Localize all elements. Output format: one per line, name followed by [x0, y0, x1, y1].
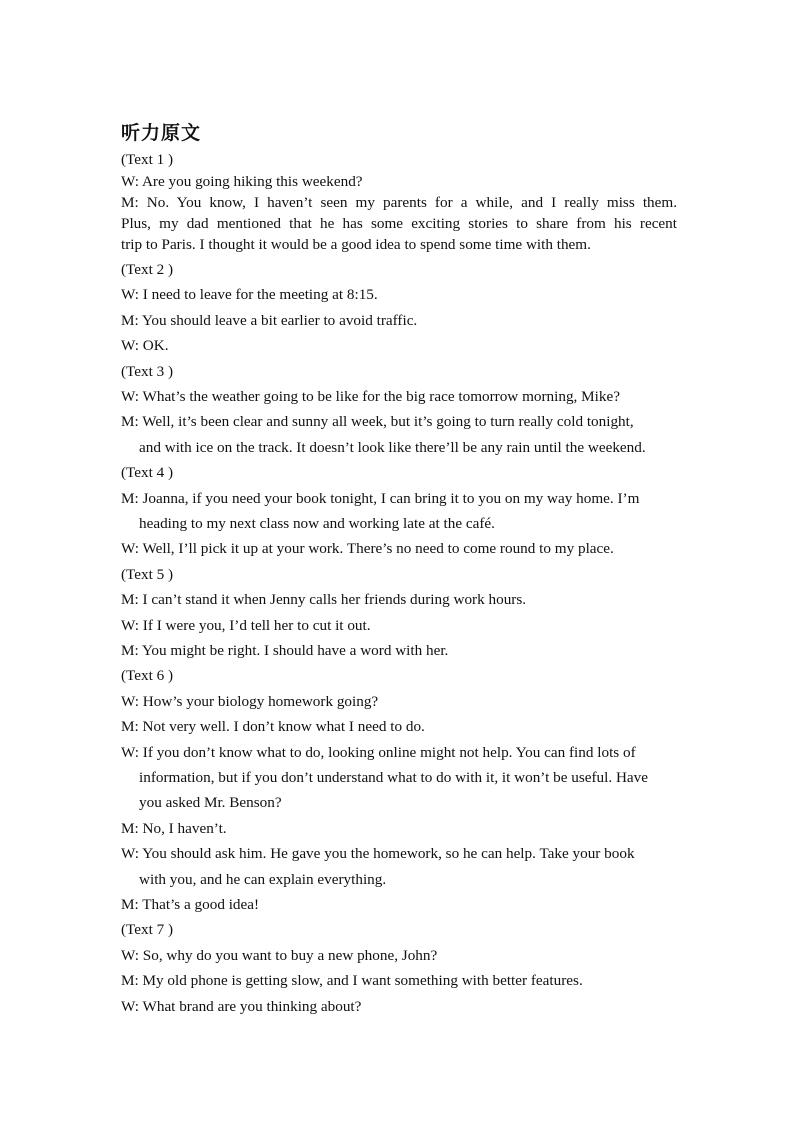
text-7-line-m: M: My old phone is getting slow, and I want something with better features.: [121, 972, 583, 989]
text-6-line-w-cont: information, but if you don’t understand what to do with it, it won’t be useful. Have: [139, 769, 648, 786]
text-6-line-w-cont: you asked Mr. Benson?: [139, 794, 282, 811]
text-5-line-m: M: I can’t stand it when Jenny calls her friends during work hours.: [121, 591, 527, 608]
text-6-line-w: W: How’s your biology homework going?: [121, 693, 379, 710]
text-4-line-w: W: Well, I’ll pick it up at your work. There’s no need to come round to my place.: [121, 540, 614, 557]
text-3-heading: (Text 3 ): [121, 363, 174, 380]
text-6-line-m: M: No, I haven’t.: [121, 820, 227, 837]
text-5-heading: (Text 5 ): [121, 566, 174, 583]
text-6-line-w-cont: with you, and he can explain everything.: [139, 871, 387, 888]
text-1-line-w: W: Are you going hiking this weekend?: [121, 173, 363, 190]
document-title: 听力原文: [121, 122, 202, 144]
text-1-line-m-cont: trip to Paris. I thought it would be a good idea to spend some time with them.: [121, 236, 591, 253]
text-2-line-w: W: I need to leave for the meeting at 8:15.: [121, 286, 378, 303]
text-3-line-m-cont: and with ice on the track. It doesn’t look like there’ll be any rain until the weekend.: [139, 439, 646, 456]
text-3-line-m: M: Well, it’s been clear and sunny all week, but it’s going to turn really cold tonight,: [121, 413, 634, 430]
text-2-line-w: W: OK.: [121, 337, 169, 354]
text-7-line-w: W: What brand are you thinking about?: [121, 998, 362, 1015]
text-1-line-m: M: No. You know, I haven’t seen my parents for a while, and I really miss them.: [121, 194, 677, 211]
text-2-heading: (Text 2 ): [121, 261, 174, 278]
text-4-line-m-cont: heading to my next class now and working late at the café.: [139, 515, 495, 532]
text-6-line-m: M: That’s a good idea!: [121, 896, 260, 913]
text-3-line-w: W: What’s the weather going to be like for the big race tomorrow morning, Mike?: [121, 388, 620, 405]
text-5-line-w: W: If I were you, I’d tell her to cut it out.: [121, 617, 371, 634]
text-6-heading: (Text 6 ): [121, 667, 174, 684]
text-2-line-m: M: You should leave a bit earlier to avoid traffic.: [121, 312, 418, 329]
text-5-line-m: M: You might be right. I should have a word with her.: [121, 642, 449, 659]
text-7-heading: (Text 7 ): [121, 921, 174, 938]
text-7-line-w: W: So, why do you want to buy a new phone, John?: [121, 947, 438, 964]
text-1-line-m-cont: Plus, my dad mentioned that he has some exciting stories to share from his recent: [121, 215, 677, 232]
text-6-line-m: M: Not very well. I don’t know what I need to do.: [121, 718, 425, 735]
text-4-line-m: M: Joanna, if you need your book tonight, I can bring it to you on my way home. I’m: [121, 490, 640, 507]
text-1-heading: (Text 1 ): [121, 151, 174, 168]
text-6-line-w: W: If you don’t know what to do, looking online might not help. You can find lots of: [121, 744, 636, 761]
text-4-heading: (Text 4 ): [121, 464, 174, 481]
text-6-line-w: W: You should ask him. He gave you the homework, so he can help. Take your book: [121, 845, 635, 862]
